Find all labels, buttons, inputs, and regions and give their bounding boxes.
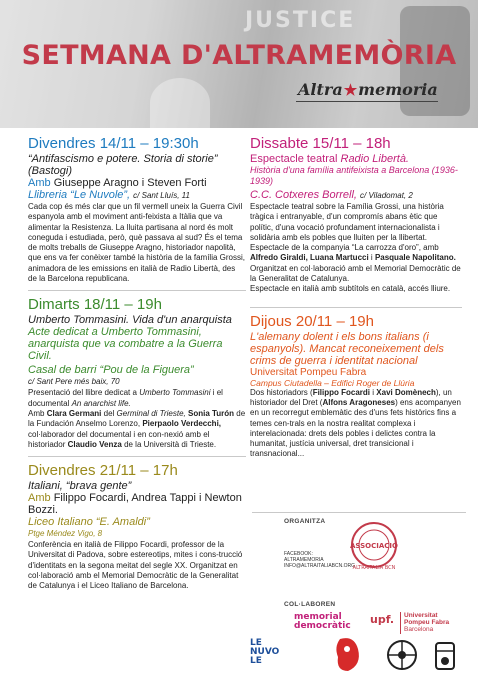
event-description	[250, 388, 462, 460]
text: Germinal di Trieste,	[116, 408, 186, 418]
text: ), un historiador del Dret (	[250, 387, 452, 407]
logo-text: LE	[250, 656, 262, 666]
event-description: Cada cop és més clar que un fil vermell uneix la Guerra Civil espanyola amb el moviment anti-feixista a Itàlia que va alimentar la Resistenza. La lluita partisana al nord és molt coneguda i estudiada, però, què passava al sud? És el tema de molts treballs de Giuseppe Aragno, historiador napolità, que ens va fer conèixer també la història de la família Grossi, animadora de les emissions en italià de Radio Libertà, des de la Barcelona republicana.	[28, 202, 245, 284]
logo-text: Universitat	[404, 612, 438, 619]
person-name: Alfons Aragoneses	[322, 397, 396, 407]
person-name: Clara Germani	[46, 408, 102, 418]
text: Presentació del llibre dedicat a	[28, 388, 137, 398]
event-description: Conferència en italià de Filippo Focardi, professor de la Universitat di Padova, sobre estereotips, mites i cons-trucció d'identitats en la segona meitat del segle XX. Organitzat en col·laboració amb el Memorial Democràtic de la Generalitat de Catalunya i el Liceo Italiano de Barcelona.	[28, 540, 243, 591]
event-friday-21	[28, 462, 246, 591]
text: Radio Libertà.	[340, 153, 409, 165]
text: Umberto Tommasini	[139, 388, 211, 398]
logo-text: Pompeu Fabra	[404, 619, 450, 626]
upf-name	[404, 612, 449, 633]
person-name: Filippo Focardi	[312, 387, 371, 397]
venue-name: C.C. Cotxeres Borrell,	[250, 189, 357, 201]
event-subtitle: L'alemany dolent i els bons italians (i espanyols). Mancat reconeixement dels crims de guerra i identitat nacional	[250, 330, 444, 367]
event-note: Espectacle en italià amb subtítols en català, accés lliure.	[250, 284, 451, 294]
contact-line: ALTRAMEMORIA	[284, 557, 324, 563]
venue-address: c/ Sant Pere més baix, 70	[28, 377, 120, 387]
event-subtitle-2: Història d'una família antifeixista a Barcelona (1936-1939)	[250, 165, 458, 186]
upf-divider	[400, 612, 401, 634]
altramemoria-logo	[298, 80, 438, 99]
event-heading: Divendres 14/11 – 19:30h	[28, 135, 199, 152]
event-heading: Dijous 20/11 – 19h	[250, 312, 374, 330]
collaborators-label: COL·LABOREN	[284, 601, 336, 608]
venue-name: Universitat Pompeu Fabra	[250, 366, 367, 378]
text: i	[370, 253, 373, 263]
text: Dos historiadors (	[250, 387, 313, 397]
contact-line: FACEBOOK:	[284, 551, 313, 557]
footer-divider	[252, 512, 466, 513]
event-description	[28, 388, 246, 450]
speaker-names: Filippo Focardi, Andrea Tappi i Newton Bozzi.	[28, 492, 242, 517]
logo-text: democràtic	[294, 621, 351, 631]
organizer-block	[252, 518, 466, 569]
text: Amb	[28, 408, 45, 418]
header-banner	[0, 0, 478, 128]
venue-name: Casal de barri “Pou de la Figuera”	[28, 364, 194, 377]
logo-text-2: memoria	[358, 80, 438, 99]
section-divider	[28, 290, 246, 291]
text: col·laborador del documental i en con-nexió amb el historiador	[28, 429, 210, 449]
star-icon: ★	[343, 81, 358, 99]
collaborators-block	[250, 601, 466, 666]
person-name: Alfredo Giraldi, Luana Martucci	[250, 253, 369, 263]
logo-text-1: Altra	[298, 80, 343, 99]
red-figure-logo	[332, 635, 362, 675]
event-thursday-20	[250, 313, 462, 460]
left-column	[28, 135, 246, 592]
person-name: Pasquale Napolitano.	[374, 253, 456, 263]
text: Espectacle de la companyia “La carrozza d'oro”, amb	[250, 243, 439, 253]
logo-text: Barcelona	[404, 626, 434, 633]
event-heading: Dimarts 18/11 – 19h	[28, 296, 162, 314]
event-speakers	[28, 177, 246, 189]
event-note: Organitzat en col·laboració amb el Memorial Democràtic de la Generalitat de Catalunya.	[250, 263, 461, 284]
venue-address: Campus Ciutadella – Edifici Roger de Llúria	[250, 377, 415, 388]
background-photo-text: JUSTICE	[245, 8, 356, 33]
right-column	[250, 135, 462, 460]
venue-address: Ptge Méndez Vigo, 8	[28, 529, 103, 539]
altraitalia-stamp-logo	[344, 520, 404, 570]
event-heading: Divendres 21/11 – 17h	[28, 462, 178, 480]
speaker-names: Giuseppe Aragno i Steven Forti	[53, 177, 207, 189]
text: del	[103, 408, 115, 418]
logo-text: LE	[250, 638, 262, 648]
text: ) ens acompanyen en un recorregut emblemàtic des d'uns fets històrics fins a temes cen-trals en la nostra realitat complexa i interelacionada: drets dels pobles i delictes contra la humanitat, justícia universal, dret transicional i transnacional...	[250, 397, 461, 459]
event-venue	[250, 189, 462, 202]
event-description: Espectacle teatral sobre la Família Grossi, una història tràgica i entranyable, d'un compromís abans ètic que polític, d'una vocació profundament internacionalista i solidària amb els pobles que lluiten per la llibertat.	[250, 202, 444, 242]
event-cast	[250, 243, 462, 264]
cotxeres-borrell-logo	[382, 635, 422, 675]
memorial-democratic-logo	[294, 613, 351, 631]
section-divider	[250, 307, 462, 308]
background-photo-figure	[150, 78, 210, 128]
text: de la Fundación Anselmo Lorenzo,	[28, 408, 246, 429]
venue-address: c/ Viladomat, 2	[360, 191, 413, 200]
upf-logo: upf.	[370, 613, 395, 626]
event-subtitle	[250, 153, 462, 165]
logo-text: memorial	[294, 612, 342, 622]
event-speakers	[28, 492, 246, 516]
venue-address: c/ Sant Lluís, 11	[133, 191, 190, 200]
text: de la Università di Trieste.	[124, 439, 217, 449]
stamp-text-top: ASSOCIACIÓ	[350, 542, 398, 550]
text: i	[372, 387, 375, 397]
event-saturday-15	[250, 135, 462, 295]
text: i el documental	[28, 388, 223, 408]
venue-name: Llibreria “Le Nuvole”,	[28, 189, 131, 201]
event-subtitle: Italiani, “brava gente”	[28, 480, 132, 493]
person-name: Sonia Turón	[187, 408, 235, 418]
person-name: Xavi Domènech	[376, 387, 436, 397]
text: Espectacle teatral	[250, 153, 338, 165]
organizer-label: ORGANITZA	[284, 518, 326, 525]
pou-figuera-logo	[430, 635, 460, 675]
event-subtitle: Umberto Tommasini. Vida d'un anarquista	[28, 314, 232, 327]
event-tuesday-18	[28, 296, 246, 450]
section-divider	[28, 456, 246, 457]
logo-underline	[296, 101, 438, 102]
contact-line: INFO@ALTRAITALIABCN.ORG	[284, 563, 356, 569]
logo-text: NUVO	[250, 647, 280, 657]
text: An anarchist life.	[71, 398, 131, 408]
le-nuvole-logo	[250, 639, 279, 666]
page-title: SETMANA D'ALTRAMEMÒRIA	[21, 40, 457, 71]
event-subtitle: “Antifascismo e potere. Storia di storie” (Bastogi)	[28, 153, 218, 177]
stamp-text-mid: ALTRAITALIA BCN	[352, 565, 396, 570]
person-name: Pierpaolo Verdecchi,	[142, 419, 222, 429]
person-name: Claudio Venza	[67, 439, 122, 449]
event-venue	[28, 189, 246, 202]
with-prefix: Amb	[28, 177, 51, 189]
with-prefix: Amb	[28, 492, 51, 505]
event-friday-14	[28, 135, 246, 284]
event-subtitle-2: Acte dedicat a Umberto Tommasini, anarquista que va combatre a la Guerra Civil.	[28, 326, 223, 363]
event-heading: Dissabte 15/11 – 18h	[250, 135, 391, 152]
venue-name: Liceo Italiano “E. Amaldi”	[28, 516, 150, 529]
